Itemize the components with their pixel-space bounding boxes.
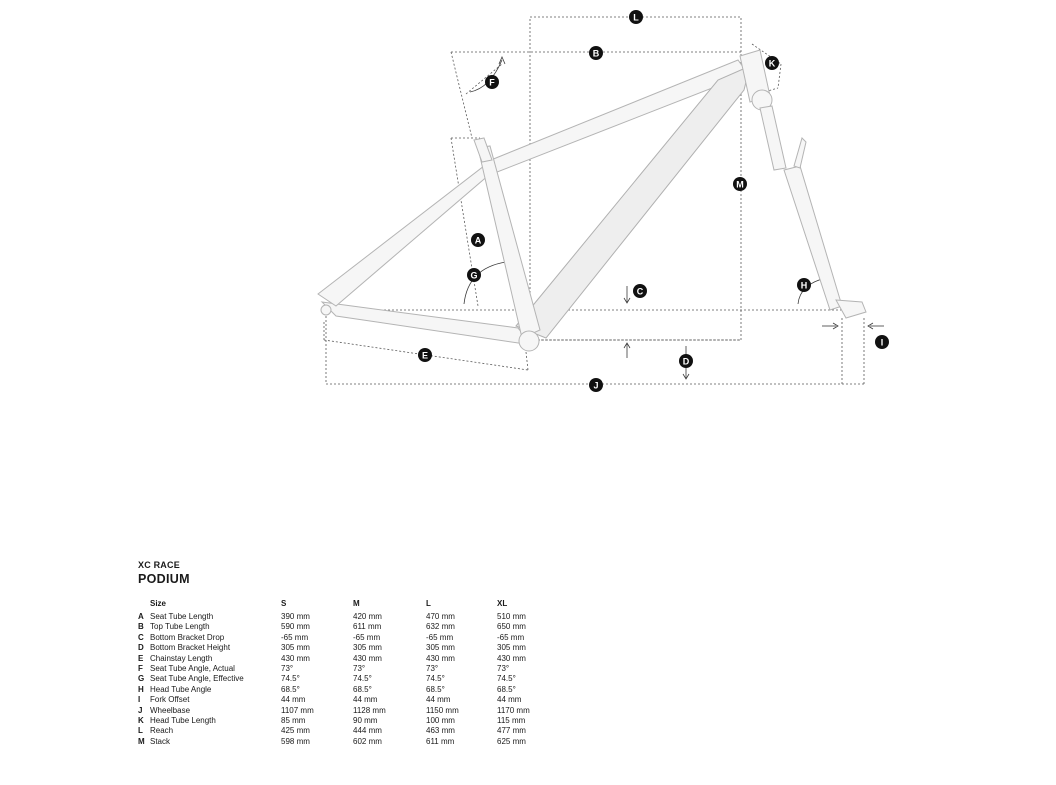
table-row: [138, 633, 557, 643]
cell-xl: 73°: [497, 664, 510, 674]
row-code: F: [138, 664, 143, 674]
cell-xl: 68.5°: [497, 684, 516, 694]
row-label: Head Tube Length: [150, 716, 216, 726]
marker-k: [765, 56, 779, 70]
cell-s: 74.5°: [281, 674, 300, 684]
svg-text:G: G: [470, 270, 478, 281]
row-code: B: [138, 622, 144, 632]
cell-l: -65 mm: [426, 632, 454, 642]
geometry-spec: [138, 560, 558, 747]
fork-leg-upper: [794, 138, 806, 168]
cell-l: 470 mm: [426, 612, 455, 621]
row-code: M: [138, 736, 145, 746]
cell-xl: 115 mm: [497, 716, 526, 726]
cell-m: 1128 mm: [353, 705, 386, 715]
cell-xl: 1170 mm: [497, 705, 530, 715]
row-label: Bottom Bracket Drop: [150, 632, 225, 642]
category-label: XC RACE: [138, 560, 180, 570]
cell-s: 430 mm: [281, 653, 310, 663]
header-s: S: [281, 599, 287, 608]
row-code: K: [138, 716, 144, 726]
row-code: A: [138, 612, 144, 621]
cell-s: 390 mm: [281, 612, 310, 621]
table-row: [138, 737, 557, 747]
svg-text:H: H: [800, 280, 808, 291]
cell-s: 590 mm: [281, 622, 310, 632]
cell-s: 305 mm: [281, 643, 310, 653]
bike-frame: [318, 50, 866, 351]
row-code: I: [138, 695, 141, 705]
marker-m: [733, 177, 747, 191]
cell-l: 44 mm: [426, 695, 451, 705]
chainstay: [322, 302, 532, 345]
row-label: Bottom Bracket Height: [150, 643, 231, 653]
cell-m: 305 mm: [353, 643, 382, 653]
row-code: D: [138, 643, 144, 653]
svg-text:A: A: [474, 235, 482, 246]
cell-l: 68.5°: [426, 684, 445, 694]
table-row: [138, 654, 557, 664]
cell-s: 425 mm: [281, 726, 310, 736]
rear-dropout: [321, 305, 331, 315]
header-size: Size: [150, 599, 167, 608]
cell-m: 73°: [353, 664, 366, 674]
table-row: [138, 695, 557, 705]
row-label: Fork Offset: [150, 695, 190, 705]
cell-l: 73°: [426, 664, 439, 674]
cell-m: -65 mm: [353, 632, 381, 642]
cell-xl: 625 mm: [497, 736, 526, 746]
cell-s: 68.5°: [281, 684, 300, 694]
fork-steerer: [760, 106, 786, 170]
row-label: Wheelbase: [150, 705, 191, 715]
cell-l: 74.5°: [426, 674, 445, 684]
table-row: [138, 664, 557, 674]
cell-xl: 510 mm: [497, 612, 526, 621]
row-code: E: [138, 653, 144, 663]
marker-d: [679, 354, 693, 368]
cell-m: 602 mm: [353, 736, 382, 746]
cell-m: 611 mm: [353, 622, 382, 632]
model-title: PODIUM: [138, 572, 190, 586]
row-label: Seat Tube Angle, Effective: [150, 674, 244, 684]
table-row: [138, 643, 557, 653]
table-row: [138, 674, 557, 684]
marker-e: [418, 348, 432, 362]
cell-m: 68.5°: [353, 684, 372, 694]
svg-text:B: B: [592, 48, 600, 59]
row-label: Seat Tube Length: [150, 612, 214, 621]
row-code: J: [138, 705, 143, 715]
header-l: L: [426, 599, 431, 608]
table-row: [138, 716, 557, 726]
table-header-row: [138, 598, 557, 612]
cell-xl: 477 mm: [497, 726, 526, 736]
geometry-table-body: [138, 612, 557, 747]
row-code: G: [138, 674, 145, 684]
marker-i: [875, 335, 889, 349]
cell-l: 305 mm: [426, 643, 455, 653]
table-row: [138, 622, 557, 632]
table-row: [138, 612, 557, 622]
cell-xl: 650 mm: [497, 622, 526, 632]
cell-l: 1150 mm: [426, 705, 459, 715]
marker-l: [629, 10, 643, 24]
cell-s: 85 mm: [281, 716, 306, 726]
row-code: H: [138, 684, 144, 694]
row-code: C: [138, 632, 144, 642]
cell-s: 598 mm: [281, 736, 310, 746]
cell-m: 444 mm: [353, 726, 382, 736]
row-code: L: [138, 726, 143, 736]
row-label: Stack: [150, 736, 171, 746]
cell-m: 90 mm: [353, 716, 378, 726]
cell-l: 611 mm: [426, 736, 455, 746]
table-row: [138, 726, 557, 736]
bottom-bracket: [519, 331, 539, 351]
row-label: Chainstay Length: [150, 653, 213, 663]
cell-s: 44 mm: [281, 695, 306, 705]
table-row: [138, 706, 557, 716]
cell-l: 463 mm: [426, 726, 455, 736]
cell-xl: 74.5°: [497, 674, 516, 684]
svg-text:I: I: [880, 337, 884, 348]
cell-xl: 305 mm: [497, 643, 526, 653]
row-label: Head Tube Angle: [150, 684, 212, 694]
cell-l: 632 mm: [426, 622, 455, 632]
cell-s: 1107 mm: [281, 705, 314, 715]
cell-xl: -65 mm: [497, 632, 525, 642]
cell-xl: 430 mm: [497, 653, 526, 663]
svg-text:D: D: [682, 356, 690, 367]
cell-l: 100 mm: [426, 716, 455, 726]
table-row: [138, 685, 557, 695]
marker-h: [797, 278, 811, 292]
fork-dropout: [836, 300, 866, 318]
geometry-table: [138, 598, 557, 747]
svg-text:C: C: [636, 286, 644, 297]
header-xl: XL: [497, 599, 508, 608]
marker-b: [589, 46, 603, 60]
cell-m: 44 mm: [353, 695, 378, 705]
svg-text:L: L: [633, 12, 639, 23]
header-m: M: [353, 599, 360, 608]
svg-text:J: J: [593, 380, 599, 391]
svg-text:K: K: [768, 58, 776, 69]
cell-l: 430 mm: [426, 653, 455, 663]
svg-text:E: E: [421, 350, 429, 361]
marker-f: [485, 75, 499, 89]
cell-xl: 44 mm: [497, 695, 522, 705]
marker-a: [471, 233, 485, 247]
marker-g: [467, 268, 481, 282]
row-label: Top Tube Length: [150, 622, 210, 632]
marker-j: [589, 378, 603, 392]
dimension-lines: [324, 17, 864, 384]
seat-tube: [478, 146, 540, 338]
seatstay: [318, 166, 490, 306]
cell-m: 430 mm: [353, 653, 382, 663]
cell-m: 74.5°: [353, 674, 372, 684]
marker-c: [633, 284, 647, 298]
row-label: Reach: [150, 726, 174, 736]
cell-m: 420 mm: [353, 612, 382, 621]
cell-s: 73°: [281, 664, 294, 674]
svg-text:F: F: [489, 77, 495, 88]
cell-s: -65 mm: [281, 632, 309, 642]
row-label: Seat Tube Angle, Actual: [150, 664, 235, 674]
svg-text:M: M: [736, 179, 744, 190]
header-code: [138, 598, 150, 612]
fork-leg: [784, 166, 842, 310]
